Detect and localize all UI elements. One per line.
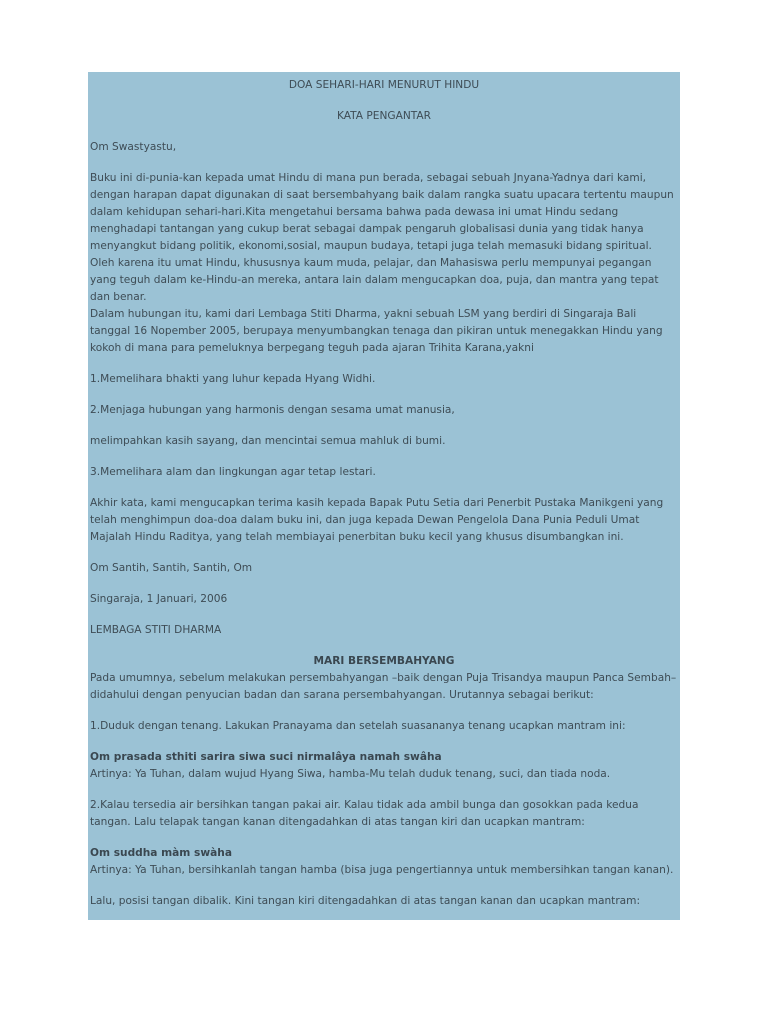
section-title: MARI BERSEMBAHYANG [313, 655, 455, 667]
point-3: 3.Memelihara alam dan lingkungan agar tetap lestari. [90, 466, 376, 478]
meaning-2: Artinya: Ya Tuhan, bersihkanlah tangan hamba (bisa juga pengertiannya untuk membersihkan tangan kanan). [90, 864, 674, 876]
step-2: 2.Kalau tersedia air bersihkan tangan pakai air. Kalau tidak ada ambil bunga dan gosokkan pada kedua tangan. Lalu telapak tangan kanan ditengadahkan di atas tangan kiri dan ucapkan mantram: [90, 799, 639, 828]
step-3: Lalu, posisi tangan dibalik. Kini tangan kiri ditengadahkan di atas tangan kanan dan ucapkan mantram: [90, 895, 641, 907]
mantra-1: Om prasada sthiti sarira siwa suci nirmalâya namah swâha [90, 751, 442, 763]
place-date: Singaraja, 1 Januari, 2006 [90, 593, 228, 605]
point-1: 1.Memelihara bhakti yang luhur kepada Hyang Widhi. [90, 373, 376, 385]
document-page [88, 72, 680, 920]
section-intro: Pada umumnya, sebelum melakukan persembahyangan –baik dengan Puja Trisandya maupun Panca Sembah– didahului dengan penyucian badan dan sarana persembahyangan. Urutannya sebagai berikut: [90, 672, 677, 701]
document-subtitle: KATA PENGANTAR [336, 110, 432, 122]
salutation: Om Santih, Santih, Santih, Om [90, 562, 253, 574]
point-2: 2.Menjaga hubungan yang harmonis dengan sesama umat manusia, [90, 404, 455, 416]
signature: LEMBAGA STITI DHARMA [90, 624, 222, 636]
point-2-continued: melimpahkan kasih sayang, dan mencintai semua mahluk di bumi. [90, 435, 446, 447]
greeting: Om Swastyastu, [90, 141, 177, 153]
meaning-1: Artinya: Ya Tuhan, dalam wujud Hyang Siwa, hamba-Mu telah duduk tenang, suci, dan tiada noda. [90, 768, 611, 780]
intro-paragraph: Buku ini di-punia-kan kepada umat Hindu di mana pun berada, sebagai sebuah Jnyana-Yadnya dari kami, dengan harapan dapat digunakan di saat bersembahyang baik dalam rangka suatu upacara tertentu maupun dalam kehidupan sehari-hari.Kita mengetahui bersama bahwa pada dewasa ini umat Hindu sedang menghadapi tantangan yang cukup berat sebagai dampak pengaruh globalisasi dunia yang tidak hanya menyangkut bidang politik, ekonomi,sosial, maupun budaya, tetapi juga telah memasuki bidang spiritual. Oleh karena itu umat Hindu, khususnya kaum muda, pelajar, dan Mahasiswa perlu mempunyai pegangan yang teguh dalam ke-Hindu-an mereka, antara lain dalam mengucapkan doa, puja, dan mantra yang tepat dan benar. [90, 172, 674, 303]
document-title: DOA SEHARI-HARI MENURUT HINDU [288, 79, 480, 91]
step-1: 1.Duduk dengan tenang. Lakukan Pranayama dan setelah suasananya tenang ucapkan mantram ini: [90, 720, 626, 732]
closing-paragraph: Akhir kata, kami mengucapkan terima kasih kepada Bapak Putu Setia dari Penerbit Pustaka Manikgeni yang telah menghimpun doa-doa dalam buku ini, dan juga kepada Dewan Pengelola Dana Punia Peduli Umat Majalah Hindu Raditya, yang telah membiayai penerbitan buku kecil yang khusus disumbangkan ini. [90, 497, 664, 543]
mantra-2: Om suddha màm swàha [90, 847, 232, 859]
context-paragraph: Dalam hubungan itu, kami dari Lembaga Stiti Dharma, yakni sebuah LSM yang berdiri di Singaraja Bali tanggal 16 Nopember 2005, berupaya menyumbangkan tenaga dan pikiran untuk menegakkan Hindu yang kokoh di mana para pemeluknya berpegang teguh pada ajaran Trihita Karana,yakni [90, 308, 663, 354]
